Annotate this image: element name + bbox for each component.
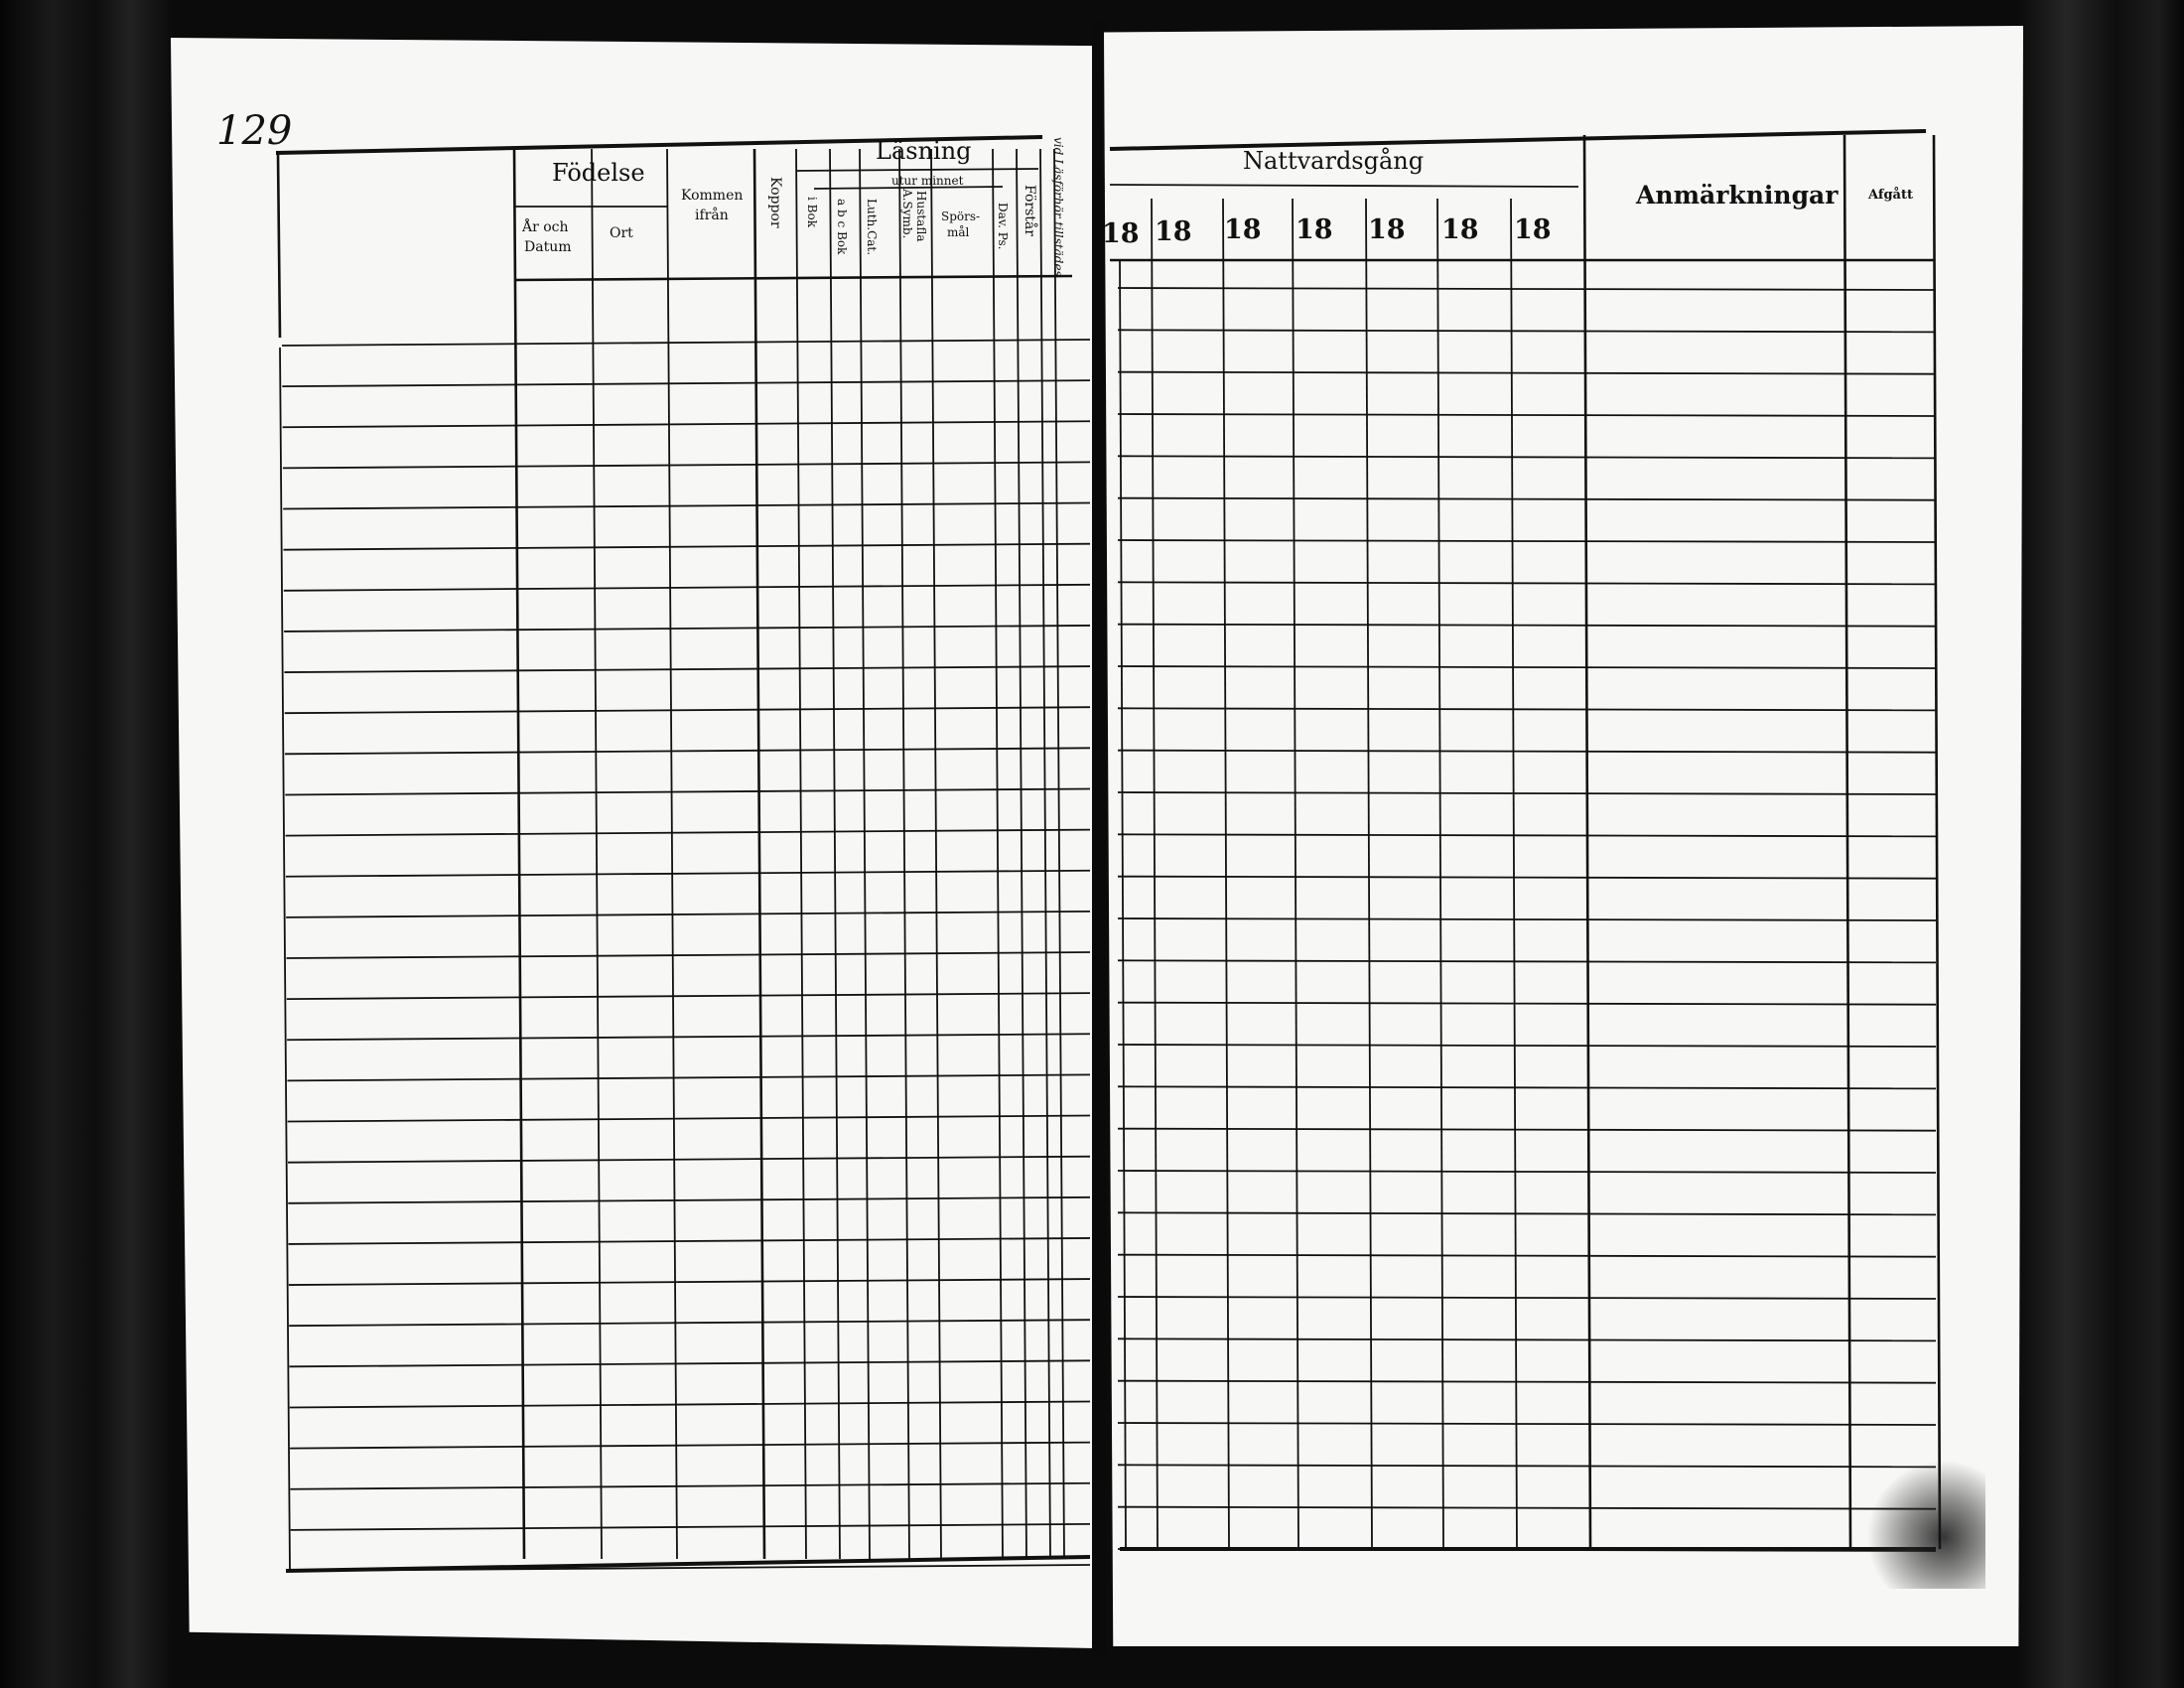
- left-column-rule: [830, 149, 840, 1559]
- a-symb-header: A.Symb.: [900, 189, 914, 239]
- left-row-rule: [287, 952, 1091, 958]
- right-row-rule: [1118, 877, 1936, 879]
- left-row-rule: [283, 462, 1090, 468]
- year-label-4: 18: [1296, 214, 1333, 245]
- left-row-rule: [289, 1238, 1090, 1244]
- left-row-rule: [288, 1116, 1090, 1122]
- ar-och-datum-header-1: År och: [522, 219, 569, 235]
- right-row-rule: [1118, 1297, 1936, 1299]
- left-row-rule: [286, 871, 1090, 877]
- right-row-rule: [1118, 498, 1936, 500]
- right-row-rule: [1118, 582, 1936, 584]
- dav-ps-header: Dav. Ps.: [996, 203, 1010, 250]
- utur-minnet-header: utur minnet: [891, 174, 964, 188]
- right-row-rule: [1118, 1171, 1936, 1173]
- right-top-rule: [1110, 131, 1926, 149]
- left-name-column-rule: [278, 153, 280, 338]
- ort-header: Ort: [610, 225, 633, 241]
- right-column-rule: [1511, 199, 1517, 1549]
- right-row-rule: [1118, 288, 1936, 290]
- right-row-rule: [1118, 1381, 1936, 1383]
- right-row-rule: [1118, 1338, 1936, 1340]
- right-page-grid: [1110, 131, 1940, 1551]
- right-row-rule: [1118, 330, 1936, 332]
- right-row-rule: [1118, 1507, 1936, 1509]
- right-row-rule: [1118, 1003, 1936, 1005]
- year-label-2: 18: [1155, 216, 1192, 247]
- kommen-header-2: ifrån: [695, 208, 729, 223]
- left-row-rule: [286, 912, 1090, 917]
- right-row-rule: [1118, 1045, 1936, 1047]
- left-row-rule: [284, 666, 1090, 672]
- left-row-rule: [290, 1360, 1091, 1366]
- afgatt-header: Afgått: [1868, 188, 1913, 203]
- lasning-header: Läsning: [876, 137, 972, 165]
- left-row-rule: [289, 1320, 1090, 1326]
- ink-stain: [1866, 1460, 1985, 1589]
- right-column-rule: [1934, 135, 1940, 1549]
- page-number: 129: [216, 108, 293, 154]
- kommen-header-1: Kommen: [681, 188, 744, 204]
- right-row-rule: [1118, 1212, 1936, 1214]
- right-column-rule: [1366, 199, 1372, 1549]
- left-column-rule: [1054, 149, 1064, 1559]
- left-row-rule: [283, 503, 1090, 509]
- lasning-sub-rule: [796, 169, 1038, 171]
- forstar-header: Förstår: [1022, 185, 1037, 236]
- left-page-grid: [276, 137, 1090, 1571]
- right-row-rule: [1118, 1423, 1936, 1425]
- year-label-5: 18: [1368, 214, 1406, 245]
- left-column-rule: [899, 149, 909, 1559]
- right-row-rule: [1118, 1465, 1936, 1467]
- left-row-rule: [284, 544, 1091, 550]
- left-row-rule: [287, 1074, 1090, 1080]
- left-row-rule: [285, 788, 1090, 794]
- left-row-rule: [284, 626, 1090, 632]
- left-column-rule: [592, 149, 602, 1559]
- left-row-rule: [290, 1483, 1090, 1489]
- year-label-3: 18: [1224, 214, 1262, 245]
- ar-och-datum-header-2: Datum: [524, 239, 572, 255]
- nattvardsgang-header: Nattvardsgång: [1243, 147, 1425, 175]
- sporsmal-header-2: mål: [947, 225, 970, 239]
- right-row-rule: [1118, 834, 1936, 836]
- left-column-rule: [514, 149, 524, 1559]
- left-row-rule: [290, 1401, 1090, 1407]
- hustafla-header: Hustafla: [914, 191, 928, 242]
- right-row-rule: [1118, 708, 1936, 710]
- right-row-rule: [1118, 751, 1936, 753]
- right-row-rule: [1118, 666, 1936, 668]
- left-header-bottom-rule: [514, 276, 1072, 280]
- right-row-rule: [1118, 1086, 1936, 1088]
- luth-cat-header: Luth.Cat.: [865, 199, 879, 256]
- koppor-header: Koppor: [767, 177, 783, 228]
- left-row-rule: [287, 993, 1090, 999]
- left-row-rule: [289, 1279, 1090, 1285]
- left-column-rule: [1040, 149, 1050, 1559]
- right-column-rule: [1844, 135, 1850, 1549]
- left-column-rule: [754, 149, 764, 1559]
- right-row-rule: [1118, 960, 1936, 962]
- left-row-rule: [282, 380, 1090, 386]
- right-row-rule: [1118, 625, 1936, 627]
- right-column-rule: [1152, 199, 1158, 1549]
- fodelse-header: Födelse: [552, 159, 645, 187]
- left-row-rule: [282, 340, 1090, 346]
- year-label-7: 18: [1514, 214, 1552, 245]
- right-row-rule: [1118, 456, 1936, 458]
- right-row-rule: [1118, 918, 1936, 920]
- right-row-rule: [1118, 1129, 1936, 1131]
- right-column-rule: [1293, 199, 1298, 1549]
- left-row-rule: [285, 748, 1090, 754]
- left-margin-rule: [280, 348, 290, 1571]
- right-row-rule: [1118, 1255, 1936, 1257]
- right-column-rule: [1584, 135, 1590, 1549]
- anmarkningar-header: Anmärkningar: [1636, 181, 1839, 210]
- nattvard-sub-rule: [1110, 185, 1578, 187]
- right-column-rule: [1437, 199, 1443, 1549]
- left-column-rule: [667, 149, 677, 1559]
- left-column-rule: [860, 149, 870, 1559]
- left-row-rule: [283, 421, 1090, 427]
- left-row-rule: [286, 830, 1090, 836]
- right-row-rule: [1118, 792, 1936, 794]
- right-row-rule: [1118, 372, 1936, 374]
- year-label-6: 18: [1441, 214, 1479, 245]
- left-row-rule: [290, 1443, 1090, 1449]
- right-margin-rule: [1120, 260, 1126, 1549]
- sporsmal-header-1: Spörs-: [941, 210, 981, 223]
- left-row-rule: [285, 707, 1090, 713]
- left-row-rule: [291, 1524, 1090, 1530]
- year-label-1: 18: [1102, 218, 1140, 249]
- left-column-rule: [1017, 149, 1026, 1559]
- i-bok-header: i Bok: [805, 197, 819, 227]
- right-row-rule: [1118, 414, 1936, 416]
- left-row-rule: [284, 585, 1090, 591]
- left-row-rule: [287, 1034, 1090, 1040]
- right-row-rule: [1118, 540, 1936, 542]
- lasforhor-header: vid Läsförhör tillstädes: [1051, 137, 1065, 277]
- right-column-rule: [1223, 199, 1229, 1549]
- abc-bok-header: a b c Bok: [835, 199, 849, 255]
- left-row-rule: [288, 1157, 1090, 1163]
- left-column-rule: [931, 149, 941, 1559]
- left-row-rule: [288, 1197, 1090, 1203]
- left-column-rule: [796, 149, 806, 1559]
- left-column-rule: [993, 149, 1003, 1559]
